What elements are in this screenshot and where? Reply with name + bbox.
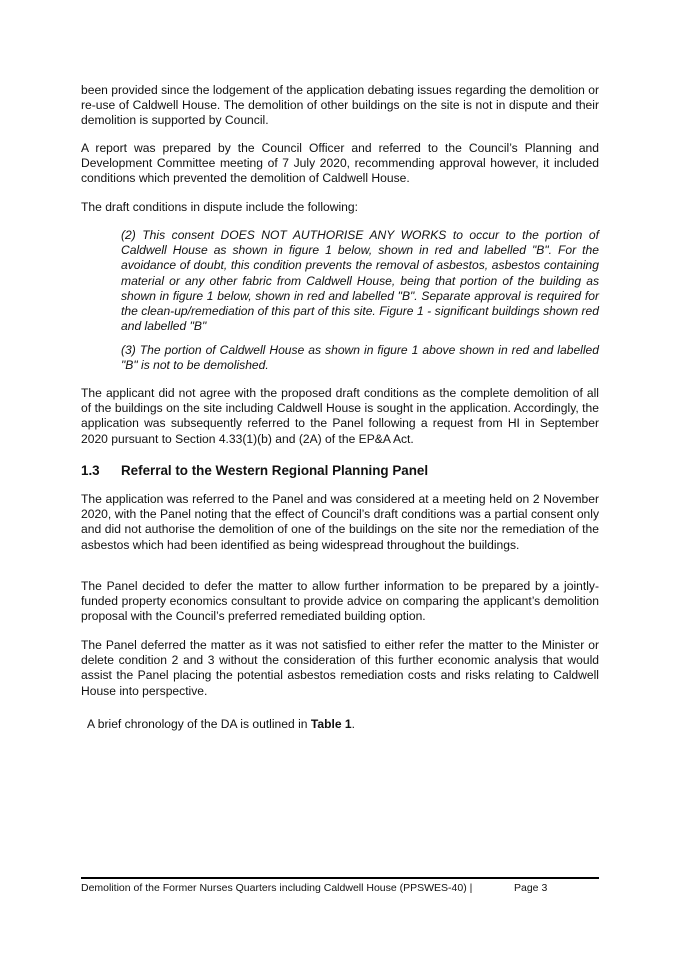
paragraph-panel-deferral: The Panel decided to defer the matter to allow further information to be prepared by a jointly-funded property economics consultant to provide advice on comparing the applicant’s demolition proposal with the Council’s preferred remediated building option.: [81, 579, 599, 624]
page-number: Page 3: [514, 882, 548, 894]
paragraph-applicant-disagreement: The applicant did not agree with the proposed draft conditions as the complete demolition of all of the buildings on the site including Caldwell House is sought in the application. Accordingly, the application was subsequently referred to the Panel following a request from HI in September 2020 pursuant to Section 4.33(1)(b) and (2A) of the EP&A Act.: [81, 386, 599, 446]
chronology-text: A brief chronology of the DA is outlined in: [87, 717, 311, 731]
footer-rule: [81, 877, 599, 879]
table-reference: Table 1: [310, 717, 352, 731]
quote-condition-2: (2) This consent DOES NOT AUTHORISE ANY WORKS to occur to the portion of Caldwell House as shown in figure 1 below, shown in red and labelled "B". For the avoidance of doubt, this condition prevents the removal of asbestos, asbestos containing material or any other fabric from Caldwell House, being that portion of the building as shown in figure 1 below, shown in red and labelled "B". Separate approval is required for the clean-up/remediation of this part of this site. Figure 1 - significant buildings shown red and labelled "B": [121, 228, 599, 334]
quote-condition-3: (3) The portion of Caldwell House as shown in figure 1 above shown in red and labelled "B" is not to be demolished.: [121, 343, 599, 373]
paragraph-council-report: A report was prepared by the Council Officer and referred to the Council’s Planning and Development Committee meeting of 7 July 2020, recommending approval however, it included conditions which prevented the demolition of Caldwell House.: [81, 141, 599, 186]
section-number: 1.3: [81, 463, 100, 478]
section-title: Referral to the Western Regional Planning Panel: [121, 463, 429, 478]
footer-title: Demolition of the Former Nurses Quarters including Caldwell House (PPSWES-40) |: [81, 882, 473, 894]
page-footer: [81, 882, 599, 895]
chronology-period: .: [351, 717, 356, 731]
paragraph-draft-conditions-intro: The draft conditions in dispute include the following:: [81, 200, 358, 214]
paragraph-panel-referral: The application was referred to the Panel and was considered at a meeting held on 2 November 2020, with the Panel noting that the effect of Council’s draft conditions was a partial consent only and did not authorise the demolition of one of the buildings on the site nor the remediation of the asbestos which had been identified as being widespread throughout the buildings.: [81, 492, 599, 552]
paragraph-chronology-reference: [87, 717, 605, 732]
section-heading: [81, 463, 599, 478]
paragraph-demolition-context: been provided since the lodgement of the application debating issues regarding the demolition or re-use of Caldwell House. The demolition of other buildings on the site is not in dispute and their demolition is supported by Council.: [81, 83, 599, 128]
paragraph-panel-reasons: The Panel deferred the matter as it was not satisfied to either refer the matter to the Minister or delete condition 2 and 3 without the consideration of this further economic analysis that would assist the Panel placing the potential asbestos remediation costs and risks relating to Caldwell House into perspective.: [81, 638, 599, 698]
